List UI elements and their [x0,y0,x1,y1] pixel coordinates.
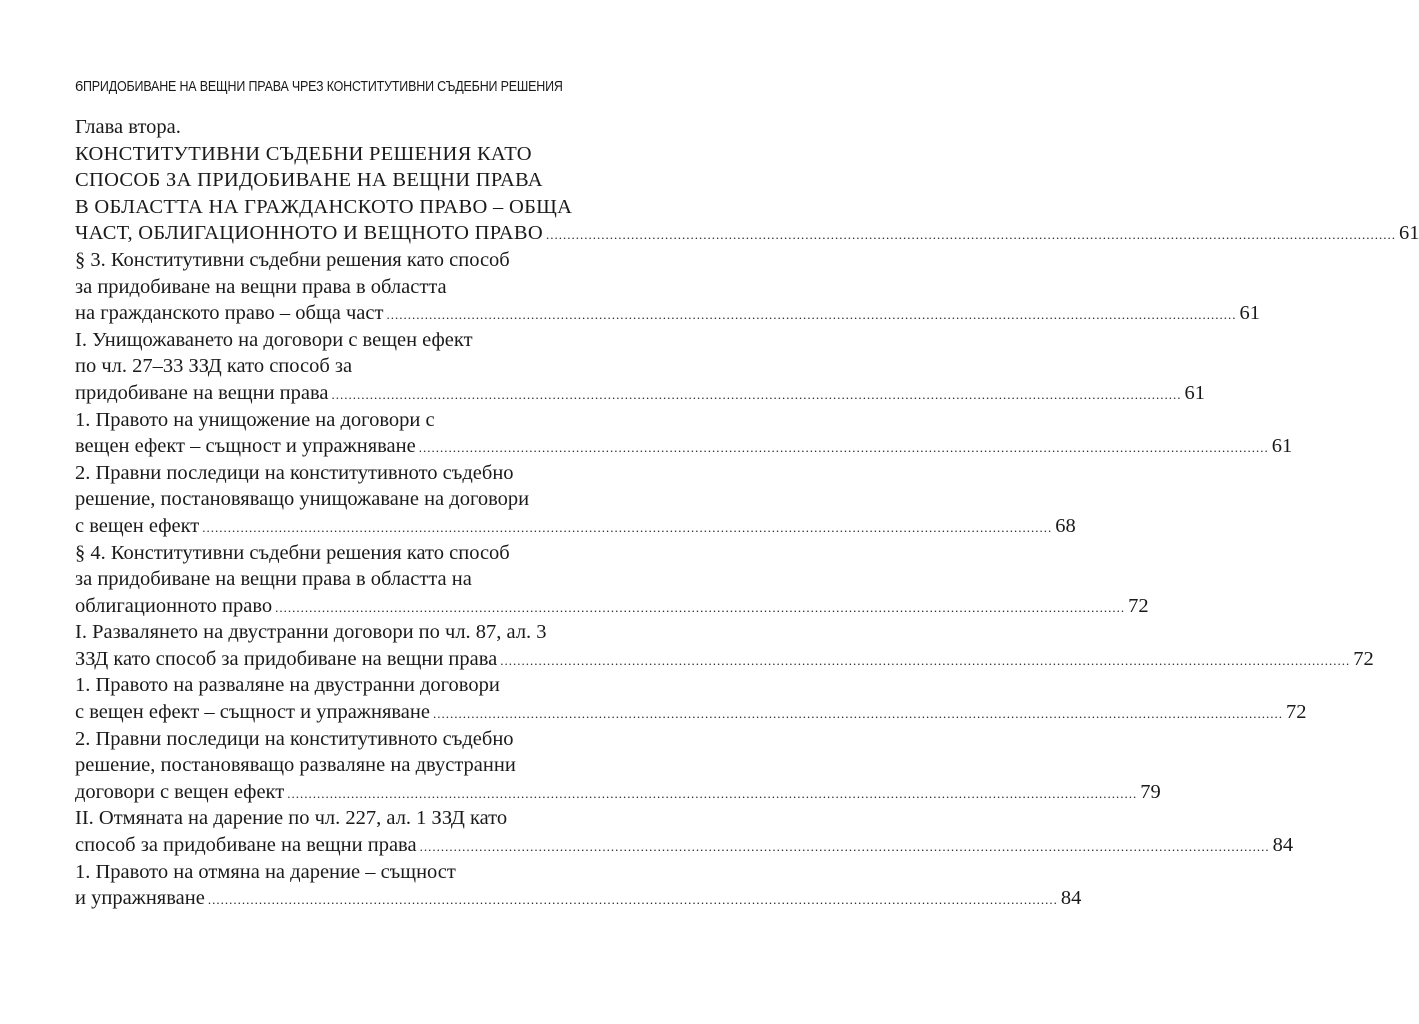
toc-line-text: I. Развалянето на двустранни договори по чл. 87, ал. 3 [75,621,547,644]
toc-line [75,167,605,194]
toc-line-text: облигационното право [75,594,273,617]
toc-line [75,832,1294,859]
toc-line [75,114,605,141]
toc-line [75,220,1419,247]
toc-line [75,752,605,779]
toc-line-text: за придобиване на вещни права в областта [75,275,447,298]
toc-line [75,460,605,487]
toc-line-text: способ за придобиване на вещни права [75,834,417,857]
toc-line [75,726,605,753]
toc-line-text: по чл. 27–33 ЗЗД като способ за [75,355,353,378]
toc-line [75,885,1082,912]
toc-line [75,353,605,380]
dot-leader: ........................................................................................................................................................................................................ [386,307,1237,323]
toc-line-text: с вещен ефект [75,514,200,537]
toc-page-number: 72 [1353,647,1374,670]
toc-line [75,407,605,434]
toc-page-number: 61 [1239,302,1260,325]
table-of-contents [75,114,1419,912]
dot-leader: ........................................................................................................................................................................................................ [202,519,1053,535]
toc-line [75,274,605,301]
toc-line-text: ЧАСТ, ОБЛИГАЦИОННОТО И ВЕЩНОТО ПРАВО [75,222,543,245]
toc-line-text: решение, постановяващо разваляне на двустранни [75,754,516,777]
toc-line-text: СПОСОБ ЗА ПРИДОБИВАНЕ НА ВЕЩНИ ПРАВА [75,169,543,192]
toc-line-text: II. Отмяната на дарение по чл. 227, ал. 1 ЗЗД като [75,807,508,830]
toc-page-number: 84 [1272,834,1294,857]
toc-line-text: Глава втора. [75,116,181,138]
page-number: 6 [75,78,84,95]
dot-leader: ........................................................................................................................................................................................................ [545,227,1396,243]
toc-page-number: 79 [1140,780,1161,803]
toc-line-text: КОНСТИТУТИВНИ СЪДЕБНИ РЕШЕНИЯ КАТО [75,142,532,165]
toc-page-number: 68 [1055,514,1076,537]
toc-line [75,327,605,354]
toc-line [75,194,605,221]
toc-line [75,433,1293,460]
toc-line [75,805,605,832]
toc-line-text: § 4. Конститутивни съдебни решения като способ [75,541,510,564]
toc-page-number: 61 [1184,381,1206,404]
running-title: ПРИДОБИВАНЕ НА ВЕЩНИ ПРАВА ЧРЕЗ КОНСТИТУТИВНИ СЪДЕБНИ РЕШЕНИЯ [83,79,563,95]
toc-line-text: I. Унищожаването на договори с вещен ефект [75,328,473,351]
toc-line [75,141,605,168]
toc-line [75,380,1206,407]
toc-line-text: ЗЗД като способ за придобиване на вещни права [75,647,498,670]
toc-line [75,672,605,699]
toc-line [75,646,1374,673]
toc-line-text: вещен ефект – същност и упражняване [75,435,416,458]
toc-line-text: с вещен ефект – същност и упражняване [75,701,430,724]
toc-line [75,593,1149,620]
toc-line-text: и упражняване [75,887,205,910]
toc-page-number: 61 [1398,222,1419,245]
toc-line [75,779,1161,806]
dot-leader: ........................................................................................................................................................................................................ [287,785,1138,801]
dot-leader: ........................................................................................................................................................................................................ [432,706,1283,722]
toc-line [75,859,605,886]
toc-line [75,300,1260,327]
toc-line [75,513,1076,540]
toc-line-text: договори с вещен ефект [75,780,285,803]
toc-line-text: 1. Правото на отмяна на дарение – същност [75,860,456,883]
toc-line [75,540,605,567]
toc-line-text: решение, постановяващо унищожаване на договори [75,488,530,511]
dot-leader: ........................................................................................................................................................................................................ [331,386,1182,402]
toc-page-number: 72 [1285,701,1307,724]
dot-leader: ........................................................................................................................................................................................................ [418,440,1269,456]
toc-page-number: 84 [1060,887,1082,910]
dot-leader: ........................................................................................................................................................................................................ [275,599,1126,615]
toc-line-text: 2. Правни последици на конститутивното съдебно [75,727,514,750]
toc-line-text: § 3. Конститутивни съдебни решения като способ [75,248,510,271]
dot-leader: ........................................................................................................................................................................................................ [419,839,1270,855]
toc-line [75,247,605,274]
toc-line-text: 1. Правото на унищожение на договори с [75,408,435,431]
toc-line-text: В ОБЛАСТТА НА ГРАЖДАНСКОТО ПРАВО – ОБЩА [75,195,573,218]
dot-leader: ........................................................................................................................................................................................................ [207,892,1058,908]
toc-line-text: придобиване на вещни права [75,381,329,404]
toc-line [75,619,605,646]
running-header [75,78,635,95]
toc-line-text: на гражданското право – обща част [75,302,384,325]
dot-leader: ........................................................................................................................................................................................................ [500,652,1351,668]
toc-line [75,699,1307,726]
toc-line [75,486,605,513]
toc-page-number: 61 [1271,435,1293,458]
toc-page-number: 72 [1128,594,1149,617]
toc-line-text: 2. Правни последици на конститутивното съдебно [75,461,514,484]
toc-line-text: за придобиване на вещни права в областта на [75,568,472,591]
toc-line-text: 1. Правото на разваляне на двустранни договори [75,674,500,697]
toc-line [75,566,605,593]
